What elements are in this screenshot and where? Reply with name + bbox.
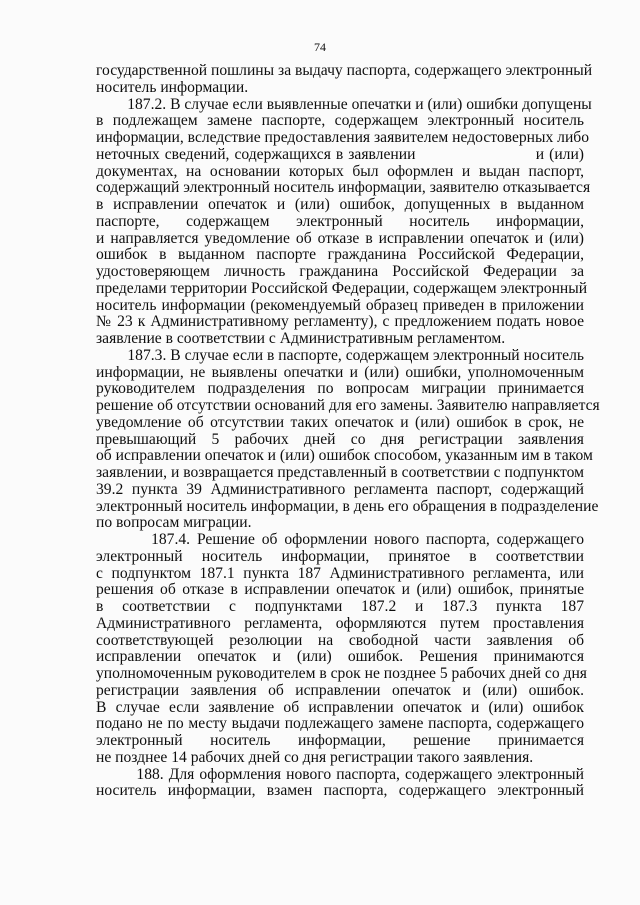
text-line: содержащий электронный носитель информации, заявителю отказывается: [96, 179, 591, 197]
text-line: государственной пошлины за выдачу паспорта, содержащего электронный: [96, 62, 593, 79]
text-line: 187.3. В случае если в паспорте, содержащем электронный носитель: [96, 346, 584, 364]
text-line: паспорте, содержащем электронный носитель информации,: [96, 212, 584, 230]
text-line: электронный носитель информации, принятое в соответствии: [96, 547, 584, 565]
text-line: не позднее 14 рабочих дней со дня регистрации такого заявления.: [96, 748, 534, 766]
text-line: носитель информации (рекомендуемый образец приведен в приложении: [96, 296, 584, 314]
text-line: решения об отказе в исправлении опечаток и (или) ошибок, принятые: [96, 581, 584, 599]
paragraph-p-188: [96, 767, 584, 801]
text-line: № 23 к Административному регламенту), с предложением подать новое: [96, 313, 584, 331]
text-line: 187.2. В случае если выявленные опечатки и (или) ошибки допущены: [96, 95, 592, 113]
text-line: и направляется уведомление об отказе в исправлении опечаток и (или): [96, 229, 584, 247]
text-line: с подпунктом 187.1 пункта 187 Административного регламента, или: [96, 564, 584, 582]
text-line: электронный носитель информации, в день его обращения в подразделение: [96, 497, 599, 515]
paragraph-p-187-2: [96, 95, 592, 348]
text-line: информации, не выявлены опечатки и (или) ошибки, уполномоченным: [96, 363, 584, 381]
text-line: документах, на основании которых был оформлен и выдан паспорт,: [96, 162, 584, 180]
paragraph-p-187-3: [96, 346, 600, 532]
text-line: уведомление об отсутствии таких опечаток и (или) ошибок в срок, не: [96, 413, 584, 431]
paragraph-p-187-4: [96, 531, 587, 767]
text-line: руководителем подразделения по вопросам миграции принимается: [96, 380, 584, 398]
body-text: [96, 62, 600, 800]
text-line: пределами территории Российской Федерации, содержащем электронный: [96, 279, 588, 297]
text-line: Административного регламента, оформляются путем проставления: [96, 614, 584, 632]
text-line: информации, вследствие предоставления заявителем недостоверных либо: [96, 129, 590, 146]
text-line: в соответствии с подпунктами 187.2 и 187.3 пункта 187: [96, 598, 584, 615]
text-line: соответствующей резолюции на свободной части заявления об: [96, 631, 584, 649]
text-line: электронный носитель информации, решение принимается: [96, 732, 584, 749]
text-line: по вопросам миграции.: [96, 514, 252, 532]
text-line: ошибок в выданном паспорте гражданина Российской Федерации,: [96, 246, 584, 264]
text-line: решение об отсутствии оснований для его замены. Заявителю направляется: [96, 397, 600, 414]
text-line: об исправлении опечаток и (или) ошибок способом, указанным им в таком: [96, 447, 593, 465]
text-line: неточных сведений, содержащихся в заявлении и (или): [96, 145, 584, 163]
text-line: уполномоченным руководителем в срок не позднее 5 рабочих дней со дня: [96, 665, 587, 682]
page-number: 74: [314, 40, 326, 54]
text-line: подано не по месту выдачи подлежащего замене паспорта, содержащего: [96, 715, 584, 733]
paragraph-p-continuation: [96, 62, 593, 97]
text-line: заявление в соответствии с Административным регламентом.: [96, 330, 506, 347]
text-line: 39.2 пункта 39 Административного регламента паспорт, содержащий: [96, 480, 584, 498]
text-line: носитель информации, взамен паспорта, содержащего электронный: [96, 782, 584, 800]
text-line: в подлежащем замене паспорте, содержащем электронный носитель: [96, 112, 584, 130]
text-line: 187.4. Решение об оформлении нового паспорта, содержащего: [96, 531, 584, 548]
text-line: 188. Для оформления нового паспорта, содержащего электронный: [96, 765, 584, 783]
text-line: носитель информации.: [96, 78, 249, 96]
text-line: удостоверяющем личность гражданина Российской Федерации за: [96, 263, 584, 280]
text-line: исправлении опечаток и (или) ошибок. Решения принимаются: [96, 648, 584, 666]
text-line: В случае если заявление об исправлении опечаток и (или) ошибок: [96, 698, 584, 716]
text-line: регистрации заявления об исправлении опечаток и (или) ошибок.: [96, 681, 584, 699]
text-line: превышающий 5 рабочих дней со дня регистрации заявления: [96, 430, 584, 448]
text-line: в исправлении опечаток и (или) ошибок, допущенных в выданном: [96, 196, 584, 213]
text-line: заявлении, и возвращается представленный в соответствии с подпунктом: [96, 464, 584, 481]
